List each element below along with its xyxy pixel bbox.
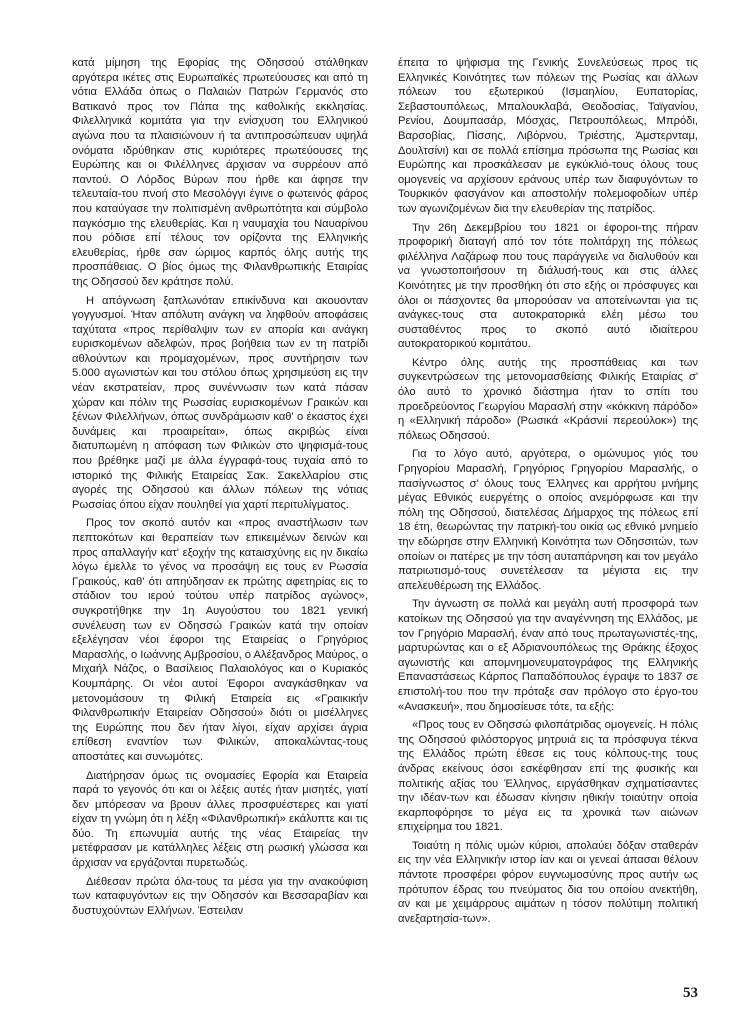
left-text-column bbox=[72, 56, 368, 922]
paragraph: Προς τον σκοπό αυτόν και «προς αναστήλωσιν των πεπτοκότων και θεραπείαν των επικειμένων δεινών και προς απαλλαγήν κατ' εξοχήν της κατaισχύνης εις ην δικαίω λόγω έμελλε το γένος να προσάψη εις τους εν Ρωσσία Γραικούς, καθ' ότι απηύδησαν εκ πρώτης αφετηρίας εις το στάδιον του ιερού τούτου υπέρ πατρίδος αγώνος», συγκροτήθηκε την 1η Αυγούστου του 1821 γενική συνέλευση των εν Οδησσώ Γραικών κατά την οποίαν εξελέγησαν νέοι έφοροι της Εταιρείας ο Γρηγόριος Μαρασλής, ο Ιωάννης Αμβροσίου, ο Αλέξανδρος Μαύρος, ο Μιχαήλ Νάζος, ο Βασίλειος Παλαιολόγος και ο Κυριακός Κουμπάρης. Οι νέοι αυτοί Έφοροι αναγκάσθηκαν να μετονομάσουν τη Φιλική Εταιρεία εις «Γραικικήν Φιλανθρωπικήν Εταιρείαν Οδησσού» διότι οι μισέλληνες της Ευρώπης που δεν ήταν λίγοι, είχαν αρχίσει άγρια επίθεση εναντίον των Φιλικών, αποκαλώντας-τους αποστάτες και συνωμότες. bbox=[72, 517, 368, 763]
paragraph: Τοιαύτη η πόλις υμών κύριοι, απολαύει δόξαν σταθεράν εις την νέα Ελληνικήν ιστορ ίαν και οι γενεαί άπασαι θέλουν πάντοτε προσφέρει φόρον ευγνωμοσύνης προς αυτήν ως πρότυπον έδρας του πνεύματος δια του οποίου ανεκτήθη, αν και με χειμάρρους αιμάτων η τόσον πολύτιμη πολιτική ανεξαρτησία-των». bbox=[398, 839, 698, 925]
paragraph: Διατήρησαν όμως τις ονομασίες Εφορία και Εταιρεία παρά το γεγονός ότι και οι λέξεις αυτές ήταν μισητές, γιατί δεν μπόρεσαν να βρουν άλλες προσφυέστερες και γιατί είχαν τη γνώμη ότι η λέξη «Φιλανθρωπική» εκάλυπτε και τις δύο. Τη επωνυμία αυτής της νέας Εταιρείας την μετέφρασαν με κατάλληλες λέξεις στη ρωσική γλώσσα και άρχισαν να εργάζονται πυρετωδώς. bbox=[72, 769, 368, 870]
paragraph: Η απόγνωση ξαπλωνόταν επικίνδυνα και ακουονταν γογγυσμοί. Ήταν απόλυτη ανάγκη να ληφθούν αποφάσεις ταχύτατα «προς περίθαλψιν των εν απορία και ανάγκη ευρισκομένων αδελφών, προς βοήθεια των εν τη πατρίδι αθλούντων και προμαχομένων, προς συντήρησιν των 5.000 αγωνιστών και του στόλου όπως χρησιμεύση εις την νέαν εκστρατείαν, προς συνέννωσιν των κατά πάσαν χώραν και πόλιν της Ρωσσίας ευρισκομένων Γραικών και ξένων Φιλελλήνων, όπως συνδράμωσιν καθ' ο έκαστος έχει δυνάμεις και προαιρείται», όπως ακριβώς είναι διατυπωμένη η απόφαση των Φιλικών στο ψηφισμά-τους που βρέθηκε μαζί με άλλα έγγραφά-τους τυχαία από το ιστορικό της Φιλικής Εταιρείας Σακ. Σακελλαρίου στις αγορές της Οδησσού και άλλων πόλεων της νότιας Ρωσσίας όπου είχαν πουληθεί για χαρτί περιτυλίγματος. bbox=[72, 294, 368, 511]
paragraph: Την 26η Δεκεμβρίου του 1821 οι έφοροι-της πήραν προφορική διαταγή από τον τότε πολιτάρχη της πόλεως φιλέλληνα Λαζάρωφ που τους παράγγειλε να διαλυθούν και να γνωστοποιήσουν τη διάλυσή-τους και στις άλλες Κοινότητες με την προσθήκη ότι στο εξής οι πρόσφυγες και όλοι οι πάσχοντες θα μπορούσαν να αποτείνωνται για τις ανάγκες-τους στα αυτοκρατορικά ελέη μέσω του συσταθέντος προς το σκοπό αυτό ιδιαίτερου αυτοκρατορικού κομιτάτου. bbox=[398, 221, 698, 351]
paragraph: Την άγνωστη σε πολλά και μεγάλη αυτή προσφορά των κατοίκων της Οδησσού για την αναγέννηση της Ελλάδος, με τον Γρηγόριο Μαρασλή, έναν από τους πρωταγωνιστές-της, μαρτυρώντας και ο εξ Αδριανουπόλεως της Θράκης έξοχος αγωνιστής και απομνημονευματογράφος της Ελληνικής Επαναστάσεως Κάρπος Παπαδόπουλος έγραψε το 1837 σε επιστολή-του που την πρόταξε σαν πρόλογο στο έργο-του «Ανασκευή», που δημοσίευσε τότε, τα εξής: bbox=[398, 598, 698, 713]
paragraph: Διέθεσαν πρώτα όλα-τους τα μέσα για την ανακούφιση των καταφυγόντων εις την Οδησσόν και Βεσσαραβίαν και δυστυχούντων Ελλήνων. Έστειλαν bbox=[72, 875, 368, 917]
paragraph: «Προς τους εν Οδησσώ φιλοπάτριδας ομογενείς. Η πόλις της Οδησσού φιλόστοργος μητρυιά εις τα πρόσφυγα τέκνα της Ελλάδος πρώτη έθεσε εις τους κόλπους-της τους άνδρας εκείνους όσοι εσκέφθησαν επί της φυσικής και πολιτικής αξίας του Έλληνος, ειργάσθηκαν σχηματίσαντες την ιδέαν-των και έδωσαν κίνησιν ηθικήν τοιαύτην οποία εκαρποφόρησε το μέγα εις τα χρονικά των αιώνων επιχείρημα του 1821. bbox=[398, 719, 698, 834]
paragraph: έπειτα το ψήφισμα της Γενικής Συνελεύσεως προς τις Ελληνικές Κοινότητες των πόλεων της Ρωσίας και άλλων πόλεων του εξωτερικού (Ισμαηλίου, Ευπατορίας, Σεβαστουπόλεως, Μπαλουκλαβά, Θεοδοσίας, Ταϊγανίου, Ρενίου, Δουμπασάρ, Μόσχας, Πετρουπόλεως, Μπρόδι, Βαρσοβίας, Πίσσης, Λιβόρνου, Τριέστης, Άμστερνταμ, Δουλτσίνι) και σε πολλά επίσημα πρόσωπα της Ρωσίας και Ευρώπης και προσκάλεσαν με εγκύκλιό-τους όλους τους ομογενείς να αρχίσουν εράνους υπέρ των διαφυγόντων το Τουρκικόν φασγάνον και αποστολήν πολεμοφοδίων υπέρ των αγωνιζομένων δια την ελευθερίαν της πατρίδος. bbox=[398, 57, 698, 215]
right-text-column bbox=[398, 56, 698, 930]
paragraph: Για το λόγο αυτό, αργότερα, ο ομώνυμος γιός του Γρηγορίου Μαρασλή, Γρηγόριος Γρηγορίου Μαρασλής, ο πασίγνωστος σ' όλους τους Έλληνες και αρρήτου μνήμης μέγας Εθνικός ευεργέτης ο οποίος ανεμόρφωσε και την πόλη της Οδησσού, διατελέσας Δήμαρχος της πόλεως επί 18 έτη, θεωρώντας την πατρική-του οικία ως εθνικό μνημείο την εδώρησε στην Ελληνική Κοινότητα των Οδησσιτών, των οποίων οι πατέρες με την τόση αυταπάρνηση και τον μεγάλο πατριωτισμό-τους συνετέλεσαν τα μέγιστα εις την απελευθέρωση της Ελλάδος. bbox=[398, 448, 698, 592]
paragraph: Κέντρο όλης αυτής της προσπάθειας και των συγκεντρώσεων της μετονομασθείσης Φιλικής Εταιρίας σ' όλο αυτό το χρονικό διάστημα ήταν το σπίτι του προεδρεύοντος Γεωργίου Μαρασλή στην «κόκκινη πάρόδο» η «Ελληνική πάροδο» (Ρωσικά «Κράσνιί περεούλοκ») της πόλεως Οδησσού. bbox=[398, 356, 698, 442]
page-number: 53 bbox=[683, 985, 698, 1001]
paragraph: κατά μίμηση της Εφορίας της Οδησσού στάλθηκαν αργότερα ικέτες στις Ευρωπαϊκές πρωτεύουσες και από τη νότια Ελλάδα όπως ο Παλαιών Πατρών Γερμανός στο Βατικανό προς τον Πάπα της καθολικής εκκλησίας. Φιλελληνικά κομιτάτα για την ενίσχυση του Ελληνικού αγώνα που τα πλαισιώνουν ή τα αντιπροσώπευαν υψηλά ονόματα ιδρύθηκαν στις κυριότερες πρωτεύουσες της Ευρώπης και οι Φιλέλληνες άρχισαν να συρρέουν από παντού. Ο Λόρδος Βύρων που ήρθε και άφησε την τελευταία-του πνοή στο Μεσολόγγι έγινε ο φωτεινός φάρος που καταύγασε την πολιτισμένη ανθρωπότητα και σύμβολο παγκόσμιο της ελευθερίας. Και η ναυμαχία του Ναυαρίνου που ρόδισε επί τέλους τον ορίζοντα της Ελληνικής ελευθερίας, ήρθε σαν ώριμος καρπός όλης αυτής της προσπάθειας. Ο βίος όμως της Φιλανθρωπικής Εταιρίας της Οδησσού δεν κράτησε πολύ. bbox=[72, 57, 368, 288]
